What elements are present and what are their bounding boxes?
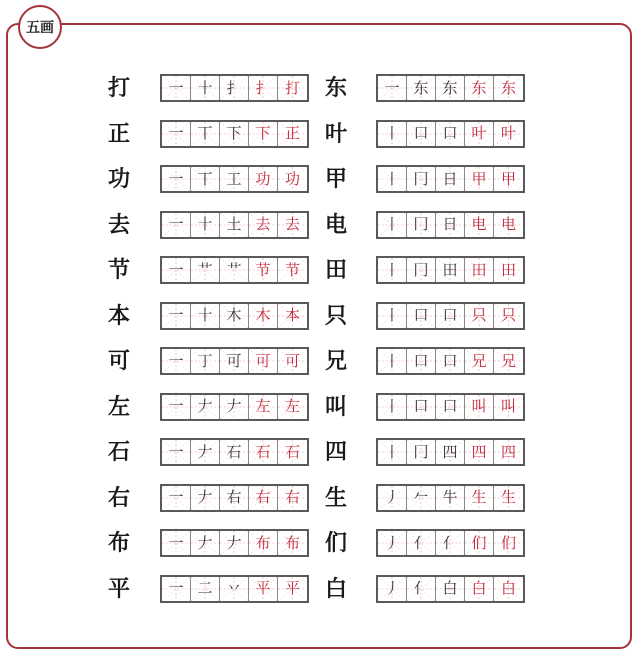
stroke-step-glyph: 艹 [197,260,213,279]
stroke-order-grid [376,529,525,557]
stroke-order-grid [376,211,525,239]
stroke-step-cell [436,440,465,464]
character-row [0,254,640,296]
character-label: 电 [324,211,347,238]
stroke-step-cell [407,76,436,100]
stroke-step-glyph: 白 [442,579,458,597]
stroke-step-glyph: 口 [442,306,458,324]
stroke-step-cell [494,440,523,464]
character-row [0,163,640,205]
stroke-step-glyph: 丿 [384,488,400,506]
character-row [0,527,640,569]
stroke-step-glyph: 兄 [471,351,487,370]
stroke-step-cell [436,486,465,510]
character-label: 平 [107,575,130,602]
stroke-step-glyph: 丨 [384,124,400,142]
stroke-step-glyph: 木 [255,306,271,324]
stroke-step-cell [494,577,523,601]
stroke-step-cell [407,167,436,191]
stroke-step-glyph: 日 [442,215,458,233]
stroke-step-glyph: 左 [255,397,271,415]
stroke-step-glyph: 下 [226,124,242,142]
stroke-step-glyph: 木 [226,306,242,324]
stroke-order-grid [376,165,525,193]
stroke-step-glyph: 丨 [384,442,400,461]
stroke-step-glyph: 土 [226,215,242,233]
stroke-step-cell [465,122,494,146]
stroke-step-cell [378,486,407,510]
stroke-step-glyph: 十 [197,215,213,233]
character-row [0,300,640,342]
stroke-step-cell [378,76,407,100]
stroke-step-glyph: 甲 [471,169,487,188]
stroke-step-glyph: 口 [442,124,458,142]
stroke-step-cell [494,213,523,237]
stroke-step-glyph: 叶 [500,124,516,142]
stroke-step-glyph: 扌 [255,78,271,97]
stroke-step-cell [465,531,494,555]
character-label: 们 [324,530,347,556]
stroke-step-cell [378,440,407,464]
stroke-step-glyph: 亻 [413,579,429,597]
stroke-step-glyph: 布 [255,533,271,552]
stroke-step-glyph: 丅 [197,169,213,188]
stroke-step-glyph: 甲 [500,169,516,188]
stroke-order-grid [376,256,525,284]
stroke-step-cell [465,258,494,282]
stroke-step-glyph: 白 [471,579,487,597]
stroke-step-glyph: 去 [284,215,300,233]
stroke-step-glyph: 可 [255,351,271,370]
character-label: 白 [324,575,347,602]
stroke-step-glyph: 一 [168,78,184,97]
stroke-order-grid [376,393,525,421]
stroke-step-cell [407,122,436,146]
stroke-step-cell [436,349,465,373]
stroke-step-cell [378,349,407,373]
character-label: 甲 [324,166,347,192]
stroke-step-glyph: 打 [284,78,300,97]
stroke-step-glyph: 一 [168,533,184,552]
stroke-step-cell [378,122,407,146]
stroke-order-grid [376,74,525,102]
stroke-step-cell [465,349,494,373]
stroke-step-cell [407,486,436,510]
stroke-step-cell [465,213,494,237]
character-label: 布 [107,530,130,556]
stroke-step-glyph: 𠂇 [226,533,242,552]
character-label: 兄 [324,348,347,374]
character-row [0,573,640,615]
character-row [0,209,640,251]
stroke-step-glyph: 一 [168,215,184,233]
stroke-step-cell [407,440,436,464]
stroke-step-glyph: 生 [500,488,516,506]
stroke-step-cell [407,395,436,419]
stroke-step-cell [465,395,494,419]
stroke-step-glyph: 只 [500,306,516,324]
stroke-step-glyph: 们 [471,533,487,552]
stroke-step-glyph: 四 [471,442,487,461]
stroke-step-cell [494,395,523,419]
stroke-step-glyph: 本 [284,306,300,324]
stroke-step-glyph: 下 [255,124,271,142]
stroke-step-cell [465,76,494,100]
stroke-step-glyph: 口 [413,397,429,415]
stroke-step-cell [494,531,523,555]
stroke-step-glyph: 兄 [500,351,516,370]
stroke-step-glyph: 口 [413,124,429,142]
stroke-step-glyph: 生 [471,488,487,506]
stroke-step-glyph: 功 [284,169,300,188]
character-label: 去 [107,211,130,238]
character-label: 叶 [324,120,347,147]
stroke-step-glyph: 工 [226,169,242,188]
stroke-step-glyph: 一 [168,260,184,279]
stroke-step-glyph: 田 [442,260,458,279]
stroke-step-glyph: 去 [255,215,271,233]
stroke-step-glyph: 艹 [226,260,242,279]
stroke-step-cell [378,304,407,328]
stroke-step-glyph: 石 [284,442,300,461]
stroke-step-glyph: 们 [500,533,516,552]
stroke-step-glyph: 十 [197,306,213,324]
stroke-step-cell [378,395,407,419]
stroke-step-glyph: 平 [284,579,300,597]
stroke-step-glyph: 二 [197,579,213,597]
stroke-step-glyph: 东 [442,78,458,97]
stroke-order-grid [376,575,525,603]
character-row [0,391,640,433]
stroke-step-cell [465,440,494,464]
character-label: 石 [107,439,130,465]
stroke-step-cell [378,213,407,237]
stroke-step-cell [378,258,407,282]
stroke-step-glyph: 丷 [226,579,242,597]
stroke-step-glyph: 丨 [384,169,400,188]
stroke-step-glyph: 田 [500,260,516,279]
stroke-order-grid [376,347,525,375]
stroke-step-glyph: 日 [442,169,458,188]
stroke-step-glyph: 一 [168,442,184,461]
character-label: 四 [324,439,347,465]
stroke-step-glyph: 冂 [413,260,429,279]
stroke-step-glyph: 功 [255,169,271,188]
stroke-step-cell [465,486,494,510]
stroke-step-cell [436,167,465,191]
stroke-step-cell [436,577,465,601]
character-label: 叫 [324,393,347,420]
character-label: 只 [324,302,347,329]
stroke-step-glyph: 白 [500,579,516,597]
stroke-step-cell [378,167,407,191]
stroke-step-glyph: 丨 [384,397,400,415]
stroke-step-glyph: 可 [284,351,300,370]
character-label: 本 [107,302,130,329]
stroke-step-glyph: 丨 [384,260,400,279]
stroke-step-glyph: 石 [255,442,271,461]
stroke-step-glyph: 电 [471,215,487,233]
stroke-order-grid [376,438,525,466]
stroke-step-glyph: 一 [168,397,184,415]
stroke-step-glyph: 冂 [413,442,429,461]
stroke-step-glyph: 口 [413,306,429,324]
stroke-step-cell [407,304,436,328]
stroke-step-glyph: 节 [284,260,300,279]
stroke-step-cell [378,531,407,555]
stroke-step-glyph: 𠂇 [226,397,242,415]
character-row [0,436,640,478]
stroke-step-cell [494,258,523,282]
stroke-step-cell [494,122,523,146]
stroke-step-glyph: 叶 [471,124,487,142]
stroke-step-glyph: 一 [168,169,184,188]
stroke-step-glyph: 叫 [471,397,487,415]
stroke-step-glyph: 正 [284,124,300,142]
stroke-step-glyph: 一 [168,579,184,597]
stroke-step-glyph: 丿 [384,579,400,597]
stroke-step-glyph: 东 [471,78,487,97]
stroke-step-cell [494,304,523,328]
stroke-step-glyph: 东 [413,78,429,97]
stroke-step-glyph: 丿 [384,533,400,552]
stroke-step-cell [407,258,436,282]
character-label: 正 [107,120,130,147]
character-label: 右 [107,484,130,511]
stroke-step-glyph: 十 [197,78,213,97]
stroke-step-cell [407,577,436,601]
stroke-step-cell [378,577,407,601]
character-label: 左 [107,393,130,420]
stroke-step-glyph: 田 [471,260,487,279]
stroke-step-glyph: 丁 [197,351,213,370]
stroke-step-cell [407,531,436,555]
stroke-step-glyph: 一 [168,488,184,506]
stroke-step-cell [436,122,465,146]
stroke-step-glyph: 丅 [197,124,213,142]
stroke-step-cell [436,531,465,555]
stroke-step-glyph: 牛 [442,488,458,506]
character-label: 可 [107,348,130,374]
stroke-step-glyph: 𠂇 [197,397,213,415]
stroke-step-glyph: 𠂇 [197,488,213,506]
stroke-step-cell [436,76,465,100]
stroke-order-grid [376,302,525,330]
stroke-step-glyph: 扌 [226,78,242,97]
character-row [0,345,640,387]
stroke-step-glyph: 一 [384,78,400,97]
stroke-step-glyph: 亻 [442,533,458,552]
stroke-step-cell [436,395,465,419]
stroke-step-cell [407,213,436,237]
stroke-step-glyph: 东 [500,78,516,97]
character-label: 东 [324,75,347,101]
stroke-step-glyph: 石 [226,442,242,461]
stroke-step-cell [465,577,494,601]
stroke-step-cell [407,349,436,373]
character-label: 节 [107,257,130,283]
character-label: 功 [107,166,130,192]
stroke-step-glyph: 右 [255,488,271,506]
stroke-step-cell [436,213,465,237]
stroke-step-cell [465,304,494,328]
stroke-step-glyph: 𠂉 [413,488,429,506]
stroke-step-glyph: 布 [284,533,300,552]
stroke-step-glyph: 一 [168,351,184,370]
stroke-count-badge: 五画 [18,5,62,49]
character-label: 生 [324,484,347,511]
stroke-step-glyph: 口 [413,351,429,370]
character-row [0,482,640,524]
stroke-step-glyph: 亻 [413,533,429,552]
stroke-step-glyph: 冂 [413,169,429,188]
stroke-step-glyph: 左 [284,397,300,415]
stroke-step-cell [436,304,465,328]
stroke-step-cell [494,76,523,100]
stroke-step-glyph: 节 [255,260,271,279]
stroke-step-glyph: 一 [168,306,184,324]
stroke-step-glyph: 口 [442,351,458,370]
stroke-step-glyph: 𠂇 [197,442,213,461]
stroke-order-grid [376,120,525,148]
stroke-step-glyph: 只 [471,306,487,324]
stroke-step-glyph: 一 [168,124,184,142]
stroke-step-glyph: 平 [255,579,271,597]
stroke-step-glyph: 电 [500,215,516,233]
stroke-step-glyph: 四 [500,442,516,461]
stroke-step-glyph: 口 [442,397,458,415]
stroke-step-cell [494,486,523,510]
stroke-step-glyph: 叫 [500,397,516,415]
stroke-step-glyph: 右 [226,488,242,506]
stroke-step-glyph: 丨 [384,351,400,370]
stroke-step-cell [436,258,465,282]
character-row [0,118,640,160]
character-label: 田 [324,257,347,283]
stroke-step-glyph: 右 [284,488,300,506]
stroke-step-cell [494,349,523,373]
stroke-step-cell [494,167,523,191]
stroke-order-grid [376,484,525,512]
stroke-step-glyph: 丨 [384,306,400,324]
stroke-step-glyph: 冂 [413,215,429,233]
stroke-step-glyph: 四 [442,442,458,461]
stroke-step-glyph: 𠂇 [197,533,213,552]
stroke-step-cell [465,167,494,191]
character-label: 打 [107,75,130,101]
stroke-step-glyph: 丨 [384,215,400,233]
character-row [0,72,640,114]
stroke-step-glyph: 可 [226,351,242,370]
